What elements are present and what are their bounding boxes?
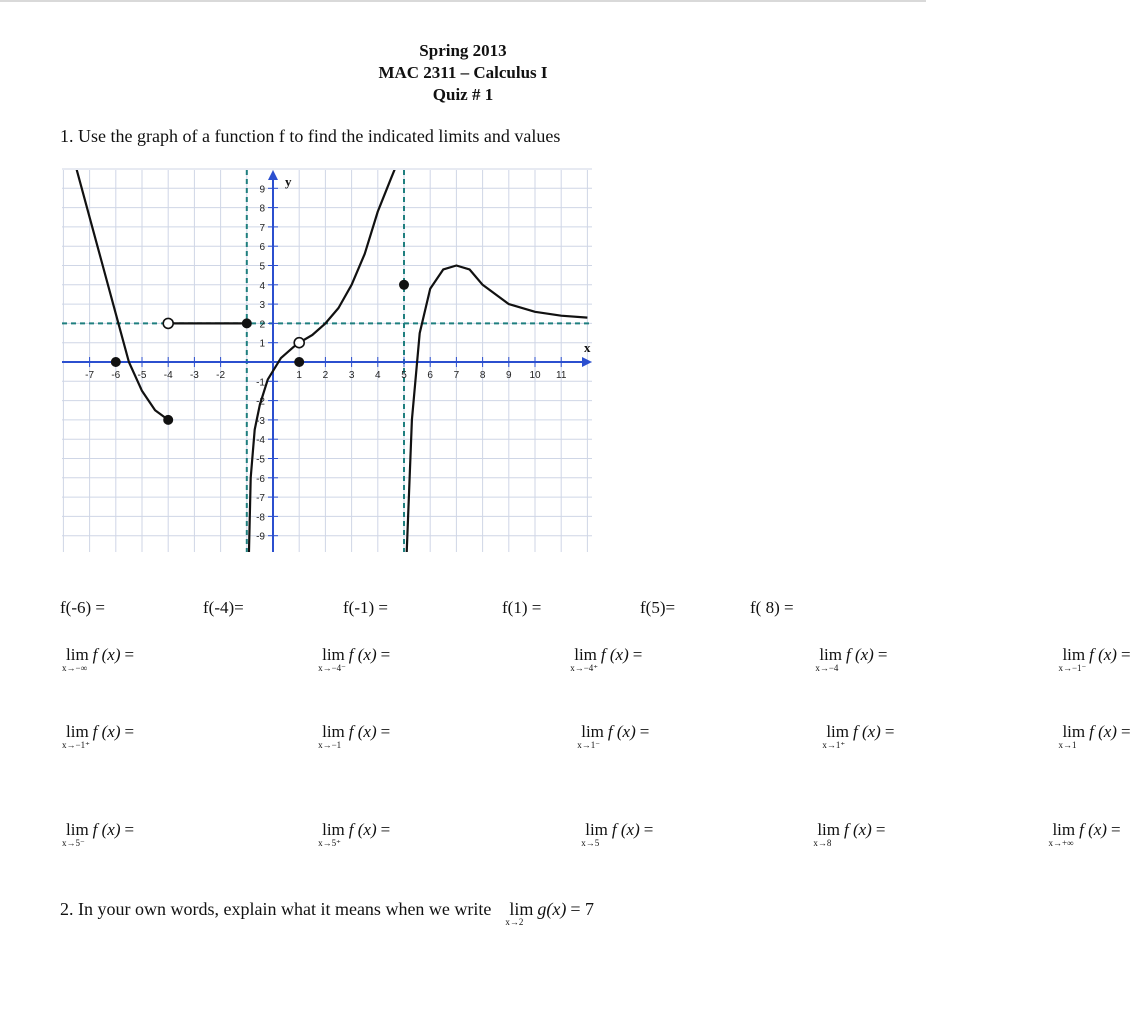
quiz-label: Quiz # 1	[432, 85, 494, 104]
values-row	[0, 598, 926, 638]
limit-subscript: x→+∞	[1048, 838, 1074, 848]
function-expression: f (x)	[611, 820, 640, 839]
closed-point	[242, 318, 252, 328]
semester-label: Spring 2013	[419, 41, 507, 60]
value-prompt-f-neg1: f(-1) =	[343, 598, 388, 617]
limit-prompt	[1058, 645, 1131, 673]
limit-subscript: x→−∞	[62, 663, 87, 673]
question-1-prompt: 1. Use the graph of a function f to find the indicated limits and values	[60, 126, 561, 146]
x-tick-label: 5	[401, 370, 407, 381]
function-expression: f (x)	[853, 722, 881, 741]
function-curve	[299, 159, 399, 342]
y-axis-arrow	[268, 170, 278, 180]
equals-sign: =	[639, 722, 650, 741]
function-expression: f (x)	[348, 722, 377, 741]
function-expression: f (x)	[92, 645, 121, 664]
limit-subscript: x→−4	[815, 663, 839, 673]
lim-word: lim	[66, 820, 89, 839]
lim-word: lim	[574, 645, 597, 664]
limits-row-3	[0, 820, 1121, 860]
course-label: MAC 2311 – Calculus I	[378, 63, 548, 82]
closed-point	[111, 357, 121, 367]
equals-sign: =	[1120, 722, 1131, 741]
function-expression: f (x)	[92, 722, 121, 741]
function-expression: f (x)	[846, 645, 874, 664]
x-tick-label: 8	[479, 370, 486, 381]
equals-sign: =	[124, 722, 135, 741]
equals-sign: =	[632, 645, 643, 664]
x-tick-label: -5	[137, 370, 147, 381]
question-2-text: 2. In your own words, explain what it means when we write	[60, 899, 492, 919]
x-tick-label: -6	[111, 370, 121, 381]
g-expression: g(x)	[537, 899, 567, 919]
function-expression: f (x)	[348, 645, 377, 664]
y-tick-label: -8	[256, 512, 265, 524]
y-tick-label: -1	[256, 377, 265, 389]
equals-sign: =	[380, 722, 391, 741]
limit-subscript: x→1⁺	[822, 740, 846, 750]
x-tick-label: 10	[529, 370, 541, 381]
limit-prompt	[318, 645, 391, 673]
lim-word: lim	[581, 722, 604, 741]
limit-subscript: x→−1	[318, 740, 342, 750]
open-point	[163, 318, 173, 328]
limit-prompt	[1058, 722, 1131, 750]
limit-subscript: x→−1⁺	[62, 740, 90, 750]
closed-point	[399, 280, 409, 290]
lim-word: lim	[509, 899, 534, 919]
limit-subscript: x→5	[581, 838, 600, 848]
equals-sign: =	[884, 722, 895, 741]
x-tick-label: -7	[85, 370, 95, 381]
y-tick-label: -6	[256, 473, 265, 485]
y-tick-label: -3	[256, 415, 265, 427]
function-curve	[407, 266, 588, 556]
limit-subscript: x→5⁺	[318, 838, 341, 848]
question-2-prompt	[60, 899, 595, 927]
y-tick-label: 4	[259, 280, 265, 292]
y-tick-label: -2	[256, 396, 265, 408]
lim-word: lim	[322, 820, 345, 839]
equals-sign: =	[380, 820, 391, 839]
value-prompt-f-1: f(1) =	[502, 598, 542, 617]
limit-subscript: x→−4⁻	[318, 663, 346, 673]
function-expression: f (x)	[1079, 820, 1107, 839]
limits-row-2	[0, 722, 1131, 762]
function-expression: f (x)	[92, 820, 121, 839]
equals-sign: =	[875, 820, 886, 839]
value-prompt-f-neg4: f(-4)=	[203, 598, 244, 617]
limit-prompt	[1048, 820, 1121, 848]
limit-subscript: x→1⁻	[577, 740, 600, 750]
function-expression: f (x)	[607, 722, 636, 741]
lim-word: lim	[1062, 722, 1086, 741]
x-tick-label: 6	[427, 370, 433, 381]
lim-word: lim	[817, 820, 840, 839]
limit-subscript: x→1	[1058, 740, 1077, 750]
equals-sign: =	[643, 820, 654, 839]
function-curve	[77, 169, 169, 420]
function-expression: f (x)	[1089, 722, 1117, 741]
function-expression: f (x)	[348, 820, 377, 839]
x-tick-label: 1	[296, 370, 302, 381]
value-prompt-f-5: f(5)=	[640, 598, 676, 617]
y-tick-label: -9	[256, 531, 265, 543]
x-tick-label: 11	[556, 370, 567, 381]
lim-word: lim	[826, 722, 849, 741]
lim-word: lim	[66, 645, 89, 664]
equals-sign: =	[1110, 820, 1121, 839]
open-point	[294, 338, 304, 348]
closed-point	[163, 415, 173, 425]
lim-word: lim	[322, 645, 345, 664]
y-tick-label: -4	[256, 435, 265, 447]
function-expression: f (x)	[844, 820, 872, 839]
equals-sign: =	[124, 820, 135, 839]
limit-prompt	[581, 820, 654, 848]
lim-word: lim	[66, 722, 89, 741]
y-tick-label: 2	[259, 319, 265, 331]
limit-prompt	[570, 645, 643, 673]
limit-prompt	[62, 645, 135, 673]
limit-subscript: x→5⁻	[62, 838, 85, 848]
y-axis-label: y	[285, 174, 292, 189]
y-tick-label: 5	[259, 261, 265, 273]
x-tick-label: 7	[453, 370, 460, 381]
limit-prompt	[813, 820, 886, 848]
y-tick-label: -7	[256, 493, 265, 505]
value-prompt-f-8: f( 8) =	[750, 598, 794, 617]
y-tick-label: 7	[259, 222, 265, 234]
lim-word: lim	[1062, 645, 1086, 664]
x-tick-label: 2	[322, 370, 329, 381]
function-expression: f (x)	[1089, 645, 1117, 664]
y-tick-label: 3	[259, 300, 265, 312]
equals-sign: =	[1120, 645, 1131, 664]
x-tick-label: 9	[506, 370, 512, 381]
limit-prompt	[318, 722, 391, 750]
limit-prompt	[62, 820, 135, 848]
y-tick-label: 8	[259, 203, 265, 215]
x-tick-label: -2	[216, 370, 226, 381]
y-tick-label: -5	[256, 454, 265, 466]
x-tick-label: 4	[375, 370, 381, 381]
limit-subscript: x→8	[813, 838, 832, 848]
x-axis-label: x	[584, 340, 591, 355]
y-tick-label: 6	[259, 242, 265, 254]
y-tick-label: 1	[259, 338, 265, 350]
x-tick-label: -3	[189, 370, 199, 381]
lim-word: lim	[819, 645, 842, 664]
limit-value: = 7	[570, 899, 595, 919]
limit-prompt	[62, 722, 135, 750]
equals-sign: =	[877, 645, 888, 664]
y-tick-label: 9	[259, 184, 265, 196]
limit-prompt	[815, 645, 888, 673]
value-prompt-f-neg6: f(-6) =	[60, 598, 105, 617]
limit-subscript: x→−4⁺	[570, 663, 599, 673]
limit-prompt	[318, 820, 391, 848]
lim-word: lim	[322, 722, 345, 741]
lim-word: lim	[585, 820, 608, 839]
limit-prompt	[822, 722, 895, 750]
question-2-limit	[505, 899, 595, 927]
x-tick-label: -4	[163, 370, 173, 381]
limit-subscript: x→2	[505, 917, 524, 927]
x-tick-label: 3	[348, 370, 355, 381]
limit-prompt	[577, 722, 650, 750]
function-expression: f (x)	[600, 645, 629, 664]
lim-word: lim	[1052, 820, 1076, 839]
limits-row-1	[0, 645, 1131, 685]
limit-subscript: x→−1⁻	[1058, 663, 1087, 673]
closed-point	[294, 357, 304, 367]
equals-sign: =	[124, 645, 135, 664]
equals-sign: =	[380, 645, 391, 664]
